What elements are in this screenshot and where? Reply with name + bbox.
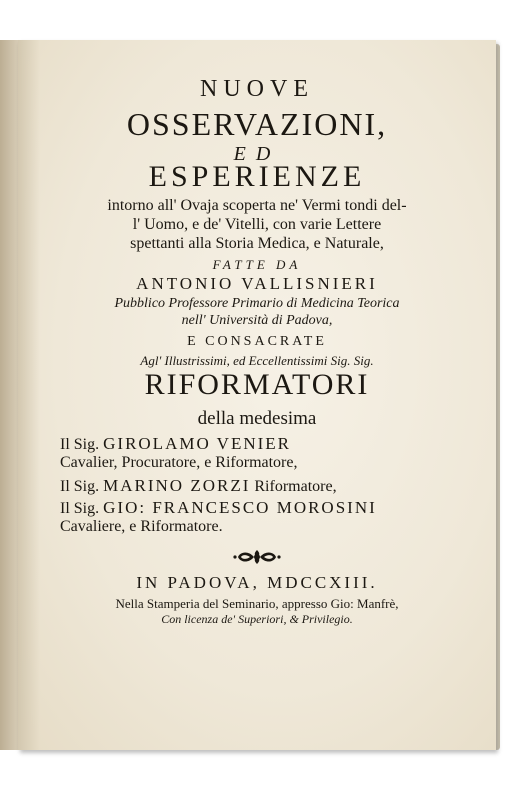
- riformatore-3: [60, 498, 377, 518]
- imprint-printer: Nella Stamperia del Seminario, appresso Gio: Manfrè,: [115, 596, 399, 611]
- subtitle-line-1: intorno all' Ovaja scoperta ne' Vermi tondi del-: [107, 197, 407, 214]
- title-line-1: NUOVE: [200, 76, 314, 102]
- riformatore-title: Riformatore,: [254, 478, 337, 495]
- title-line-3: ED: [233, 143, 281, 165]
- sig-prefix: Il Sig.: [60, 436, 100, 453]
- ornament: [18, 546, 496, 573]
- riformatore-1: [60, 434, 291, 454]
- author-name: ANTONIO VALLISNIERI: [136, 274, 378, 293]
- subtitle-line-3: spettanti alla Storia Medica, e Naturale,: [130, 235, 384, 252]
- subtitle-line-2: l' Uomo, e de' Vitelli, con varie Lettere: [132, 216, 382, 233]
- riformatore-2: [60, 476, 337, 496]
- sig-prefix: Il Sig.: [60, 478, 100, 495]
- author-role-2: nell' Università di Padova,: [181, 313, 333, 328]
- binding-edge: [0, 40, 18, 750]
- consacrate: E CONSACRATE: [187, 334, 327, 349]
- author-role-1: Pubblico Professore Primario di Medicina Teorica: [114, 296, 400, 311]
- riformatori-heading: RIFORMATORI: [144, 368, 370, 401]
- riformatore-name: MARINO ZORZI: [103, 476, 251, 495]
- riformatore-name: GIO: FRANCESCO MOROSINI: [103, 498, 377, 517]
- della-medesima: della medesima: [197, 408, 317, 429]
- imprint-place-date: IN PADOVA, MDCCXIII.: [136, 573, 378, 592]
- sig-prefix: Il Sig.: [60, 500, 100, 517]
- title-line-4: ESPERIENZE: [148, 160, 366, 193]
- fatte-da: FATTE DA: [212, 257, 302, 272]
- title-line-2: OSSERVAZIONI,: [126, 106, 388, 142]
- fleuron-icon: [230, 546, 284, 568]
- illustrissimi: Agl' Illustrissimi, ed Eccellentissimi Sig. Sig.: [140, 353, 374, 368]
- riformatore-1-title: Cavalier, Procuratore, e Riformatore,: [60, 454, 298, 471]
- riformatore-3-title: Cavaliere, e Riformatore.: [60, 518, 223, 535]
- riformatore-name: GIROLAMO VENIER: [103, 434, 291, 453]
- imprint-license: Con licenza de' Superiori, & Privilegio.: [161, 612, 353, 626]
